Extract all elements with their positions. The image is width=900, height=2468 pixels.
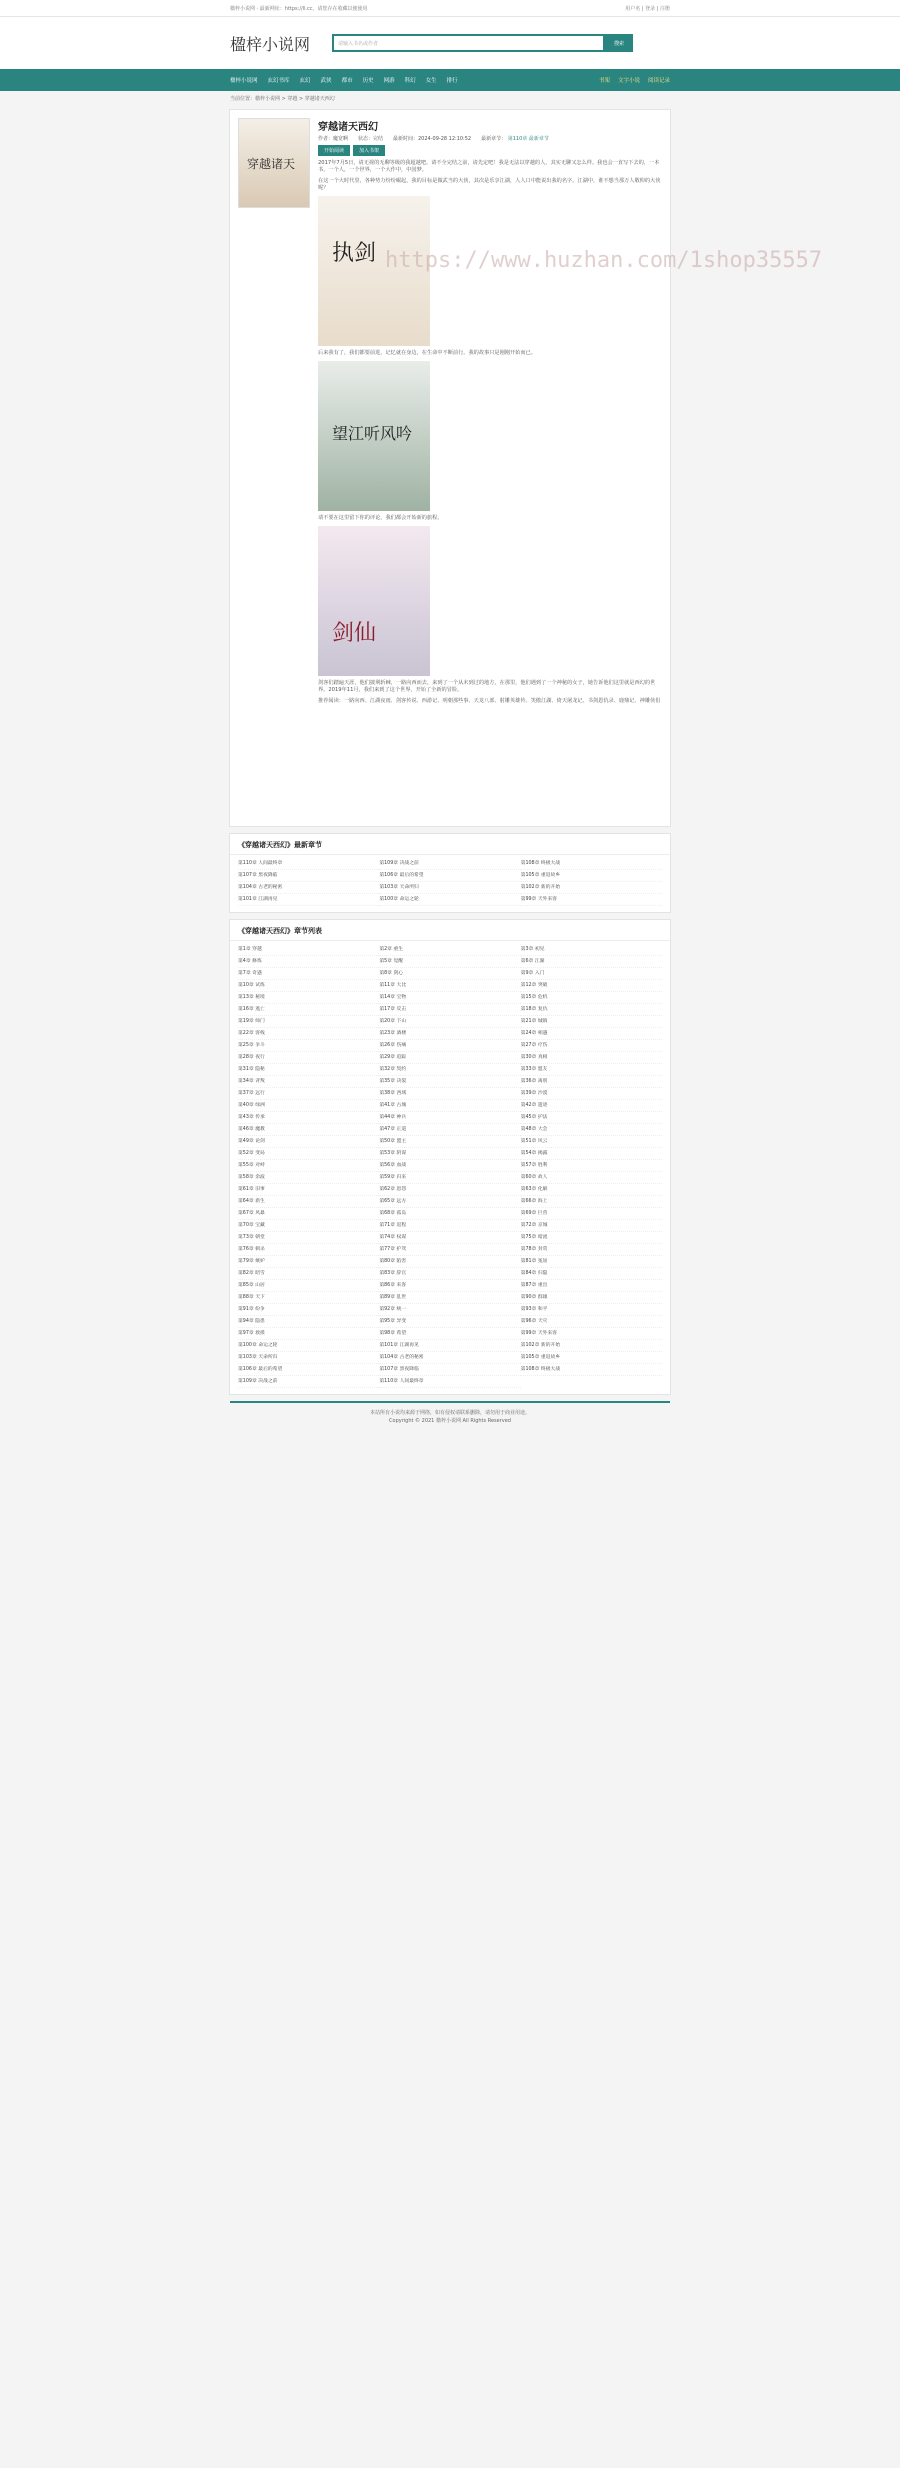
chapter-link[interactable]: 第48章 大会: [521, 1124, 662, 1136]
chapter-link[interactable]: 第68章 孤岛: [379, 1208, 520, 1220]
book-desc-5: 剑客们踏遍天涯，他们披荆斩棘，一路向西而去，来到了一个从未到过的地方，在那里，他们遇到了一个神秘的女子，她告诉他们这里就是西幻的世界。2019年11月，我们来到了这个世界，开始了全新的冒险。: [318, 680, 656, 693]
chapter-link[interactable]: 第12章 突破: [521, 980, 662, 992]
chapter-link[interactable]: 第80章 陷害: [379, 1256, 520, 1268]
chapter-link[interactable]: 第19章 师门: [238, 1016, 379, 1028]
chapter-link[interactable]: 第82章 昭雪: [238, 1268, 379, 1280]
chapter-link[interactable]: 第102章 新的开始: [521, 1340, 662, 1352]
chapter-link[interactable]: 第21章 城镇: [521, 1016, 662, 1028]
chapter-link[interactable]: 第88章 天下: [238, 1292, 379, 1304]
chapter-link[interactable]: 第73章 朝堂: [238, 1232, 379, 1244]
chapter-link[interactable]: 第32章 契约: [379, 1064, 520, 1076]
chapter-link[interactable]: 第54章 揭露: [521, 1148, 662, 1160]
chapter-link[interactable]: 第106章 最后的希望: [238, 1364, 379, 1376]
nav-item[interactable]: 网游: [383, 78, 395, 84]
chapter-link[interactable]: 第18章 复仇: [521, 1004, 662, 1016]
chapter-link[interactable]: 第1章 穿越: [238, 944, 379, 956]
chapter-link[interactable]: 第37章 远行: [238, 1088, 379, 1100]
chapter-link[interactable]: 第62章 恩怨: [379, 1184, 520, 1196]
nav-item[interactable]: 武侠: [320, 78, 332, 84]
chapter-link[interactable]: 第101章 江湖再见: [379, 1340, 520, 1352]
chapter-link[interactable]: 第78章 封赏: [521, 1244, 662, 1256]
latest-panel: [229, 833, 671, 913]
chapter-link[interactable]: 第20章 下山: [379, 1016, 520, 1028]
nav-item[interactable]: 女生: [425, 78, 437, 84]
search-bar: [332, 34, 633, 52]
book-desc-1: 2017年7月5日，请无视的无聊等级的我超越吧。请不全完结之前，请先定吧！我是无法以穿越的人，其实无聊又怎么样。我也会一直写下去的，一本书，一个人，一个世界，一个大作中，中国梦。: [318, 160, 660, 173]
illustration-2: [318, 361, 430, 511]
chapter-link[interactable]: 第75章 暗流: [521, 1232, 662, 1244]
chapter-link[interactable]: 第72章 京城: [521, 1220, 662, 1232]
footer: [230, 1401, 670, 1425]
chapter-link[interactable]: 第71章 返程: [379, 1220, 520, 1232]
chapter-link[interactable]: 第53章 阴谋: [379, 1148, 520, 1160]
book-desc-3: 后来我有了，我们都要前进，记忆就在身边，在生命中不断前行。我的故事只是刚刚开始而已。: [318, 350, 536, 356]
chapter-link[interactable]: 第52章 变局: [238, 1148, 379, 1160]
book-info: [318, 118, 662, 192]
chapter-link[interactable]: 第79章 嫉妒: [238, 1256, 379, 1268]
illustration-3: [318, 526, 430, 676]
nav-item[interactable]: 楹梓小说网: [230, 78, 258, 84]
chapter-link[interactable]: 第108章 终极大战: [521, 858, 662, 870]
chapter-link[interactable]: 第99章 天外来客: [521, 894, 662, 906]
chapter-link[interactable]: 第108章 终极大战: [521, 1364, 662, 1376]
chapter-link[interactable]: 第31章 隐秘: [238, 1064, 379, 1076]
chapter-link[interactable]: 第65章 远方: [379, 1196, 520, 1208]
book-meta-text: 作者：魔宽啊 状态：完结 最新时间：2024-09-28 12:10:52 最新章节：: [318, 136, 507, 142]
chapter-link[interactable]: 第96章 天灾: [521, 1316, 662, 1328]
chapter-link[interactable]: 第26章 伤痛: [379, 1040, 520, 1052]
chapter-link[interactable]: 第27章 疗伤: [521, 1040, 662, 1052]
start-reading-button[interactable]: 开始阅读: [318, 145, 350, 156]
book-panel: [229, 109, 823, 827]
chapter-link[interactable]: 第100章 命运之轮: [379, 894, 520, 906]
chapter-list-title: 《穿越诸天西幻》章节列表: [230, 920, 670, 941]
chapter-link[interactable]: 第56章 血战: [379, 1160, 520, 1172]
book-meta: [318, 135, 662, 142]
chapter-link[interactable]: 第47章 正道: [379, 1124, 520, 1136]
chapter-link[interactable]: 第7章 奇遇: [238, 968, 379, 980]
footer-line-2: Copyright © 2021 楹梓小说网 All Rights Reserved: [389, 1418, 511, 1424]
chapter-link[interactable]: 第11章 大比: [379, 980, 520, 992]
chapter-link[interactable]: 第38章 西域: [379, 1088, 520, 1100]
chapter-link[interactable]: 第107章 黑夜降临: [238, 870, 379, 882]
chapter-link[interactable]: 第64章 新生: [238, 1196, 379, 1208]
chapter-link[interactable]: 第43章 传承: [238, 1112, 379, 1124]
chapter-link[interactable]: 第59章 归来: [379, 1172, 520, 1184]
book-desc-6: 推荐阅读：一路向西、江湖夜雨、剑客传说、西游记、明朝那些事、天龙八部、射雕英雄传、笑傲江湖、倚天屠龙记、书剑恩仇录、鹿鼎记、神雕侠侣: [318, 698, 661, 704]
chapter-link[interactable]: 第90章 群雄: [521, 1292, 662, 1304]
nav-right-item[interactable]: 阅读记录: [647, 78, 670, 84]
chapter-link[interactable]: 第55章 对峙: [238, 1160, 379, 1172]
latest-grid: [230, 855, 670, 912]
chapter-link[interactable]: 第45章 护法: [521, 1112, 662, 1124]
nav-right-item[interactable]: 文字小说: [617, 78, 640, 84]
chapter-link[interactable]: 第22章 客栈: [238, 1028, 379, 1040]
chapter-link[interactable]: 第77章 护驾: [379, 1244, 520, 1256]
nav-items: [230, 76, 468, 84]
latest-title: 《穿越诸天西幻》最新章节: [230, 834, 670, 855]
chapter-link[interactable]: 第66章 海上: [521, 1196, 662, 1208]
footer-line-1: 本站所有小说均来源于网络，如有侵权请联系删除，请勿用于商业用途。: [369, 1410, 530, 1416]
chapter-link[interactable]: 第4章 修炼: [238, 956, 379, 968]
chapter-link[interactable]: 第84章 归隐: [521, 1268, 662, 1280]
chapter-link[interactable]: 第34章 背叛: [238, 1076, 379, 1088]
chapter-link[interactable]: 第10章 试炼: [238, 980, 379, 992]
top-bar: [0, 0, 900, 17]
chapter-link[interactable]: 第60章 故人: [521, 1172, 662, 1184]
chapter-link[interactable]: 第103章 天命所归: [379, 882, 520, 894]
user-links[interactable]: 用户名 | 登录 | 注册: [625, 5, 670, 12]
cover-title: 穿越诸天: [247, 157, 296, 171]
chapter-link[interactable]: 第67章 风暴: [238, 1208, 379, 1220]
header: [0, 17, 900, 69]
book-cover[interactable]: [238, 118, 310, 208]
latest-chapter-link[interactable]: 第110章 最新章节: [507, 136, 549, 142]
chapter-link[interactable]: 第29章 追踪: [379, 1052, 520, 1064]
main-nav: [0, 69, 900, 91]
illustration-1-title: 执剑: [332, 241, 377, 266]
chapter-link[interactable]: 第105章 重返故乡: [521, 870, 662, 882]
chapter-link[interactable]: 第63章 化解: [521, 1184, 662, 1196]
chapter-link[interactable]: 第6章 江湖: [521, 956, 662, 968]
chapter-link[interactable]: 第109章 决战之前: [238, 1376, 379, 1388]
chapter-link[interactable]: 第97章 救援: [238, 1328, 379, 1340]
chapter-link[interactable]: 第93章 和平: [521, 1304, 662, 1316]
chapter-link[interactable]: 第86章 来客: [379, 1280, 520, 1292]
chapter-link[interactable]: 第99章 天外来客: [521, 1328, 662, 1340]
chapter-link[interactable]: 第101章 江湖再见: [238, 894, 379, 906]
chapter-link[interactable]: 第91章 纷争: [238, 1304, 379, 1316]
chapter-link[interactable]: 第40章 绿洲: [238, 1100, 379, 1112]
chapter-link[interactable]: 第51章 风云: [521, 1136, 662, 1148]
chapter-grid: [230, 941, 670, 1394]
chapter-link[interactable]: 第92章 统一: [379, 1304, 520, 1316]
nav-item[interactable]: 玄幻书库: [267, 78, 290, 84]
chapter-link[interactable]: 第69章 巨兽: [521, 1208, 662, 1220]
chapter-link[interactable]: 第13章 秘境: [238, 992, 379, 1004]
chapter-link[interactable]: 第110章 人间最终章: [379, 1376, 520, 1388]
chapter-link[interactable]: 第41章 古城: [379, 1100, 520, 1112]
book-desc-2: 在这一个大时代里，各种势力纷纷崛起。我的目标是做武当的大侠，其次是乐享江湖，人人口中能说出我的名字。江湖中，谁不想当那万人敬仰的大侠呢？: [318, 178, 661, 191]
chapter-link[interactable]: 第23章 酒楼: [379, 1028, 520, 1040]
chapter-link[interactable]: 第24章 相遇: [521, 1028, 662, 1040]
breadcrumb: 当前位置：楹梓小说网 > 穿越 > 穿越诸天西幻: [230, 96, 335, 102]
chapter-link[interactable]: 第103章 天命所归: [238, 1352, 379, 1364]
chapter-link[interactable]: 第8章 剑心: [379, 968, 520, 980]
chapter-link[interactable]: 第14章 宝物: [379, 992, 520, 1004]
watermark: https://www.huzhan.com/1shop35557: [385, 248, 823, 273]
illustration-2-title: 望江听风吟: [332, 424, 413, 443]
chapter-link[interactable]: 第16章 逃亡: [238, 1004, 379, 1016]
chapter-link[interactable]: 第25章 争斗: [238, 1040, 379, 1052]
chapter-link[interactable]: 第87章 重出: [521, 1280, 662, 1292]
search-button[interactable]: 搜索: [605, 34, 633, 52]
chapter-link[interactable]: 第106章 最后的希望: [379, 870, 520, 882]
chapter-link[interactable]: 第3章 初见: [521, 944, 662, 956]
chapter-link[interactable]: 第46章 魔教: [238, 1124, 379, 1136]
chapter-link[interactable]: 第57章 胜利: [521, 1160, 662, 1172]
nav-right-item[interactable]: 书架: [598, 78, 610, 84]
chapter-link[interactable]: 第104章 古老的秘密: [379, 1352, 520, 1364]
chapter-link[interactable]: 第81章 冤屈: [521, 1256, 662, 1268]
chapter-link[interactable]: 第105章 重返故乡: [521, 1352, 662, 1364]
search-input[interactable]: 请输入书名或作者: [332, 34, 605, 52]
add-bookshelf-button[interactable]: 加入书架: [353, 145, 385, 156]
chapter-link[interactable]: 第2章 重生: [379, 944, 520, 956]
chapter-link[interactable]: 第35章 决裂: [379, 1076, 520, 1088]
chapter-link[interactable]: 第30章 真相: [521, 1052, 662, 1064]
nav-item[interactable]: 排行: [446, 78, 458, 84]
top-bar-notice: 楹梓小说网 · 最新网址：https://ll.cc，请您存在收藏以便使用: [230, 5, 368, 12]
book-actions: [318, 145, 662, 156]
chapter-link[interactable]: 第104章 古老的秘密: [238, 882, 379, 894]
chapter-link[interactable]: 第28章 夜行: [238, 1052, 379, 1064]
chapter-link[interactable]: 第83章 辞官: [379, 1268, 520, 1280]
chapter-link[interactable]: 第49章 论剑: [238, 1136, 379, 1148]
nav-item[interactable]: 历史: [362, 78, 374, 84]
chapter-link[interactable]: 第50章 盟主: [379, 1136, 520, 1148]
chapter-link[interactable]: 第61章 旧事: [238, 1184, 379, 1196]
chapter-link[interactable]: 第15章 危机: [521, 992, 662, 1004]
chapter-link[interactable]: 第95章 异变: [379, 1316, 520, 1328]
illustration-3-title: 剑仙: [332, 621, 377, 646]
chapter-link[interactable]: 第58章 余波: [238, 1172, 379, 1184]
book-desc-4: 请不要在这里留下你的评论，我们都会开始新的旅程。: [318, 515, 443, 521]
chapter-link[interactable]: 第102章 新的开始: [521, 882, 662, 894]
chapter-link[interactable]: 第76章 刺杀: [238, 1244, 379, 1256]
chapter-link[interactable]: 第74章 权谋: [379, 1232, 520, 1244]
chapter-link[interactable]: 第85章 山居: [238, 1280, 379, 1292]
chapter-link[interactable]: 第39章 沙漠: [521, 1088, 662, 1100]
book-title: 穿越诸天西幻: [318, 122, 378, 133]
nav-right: [591, 76, 670, 84]
chapter-link[interactable]: 第33章 盟友: [521, 1064, 662, 1076]
chapter-link[interactable]: 第89章 乱世: [379, 1292, 520, 1304]
chapter-link[interactable]: 第109章 决战之前: [379, 858, 520, 870]
nav-item[interactable]: 都市: [341, 78, 353, 84]
site-logo[interactable]: 楹梓小说网: [230, 34, 311, 54]
chapter-link[interactable]: 第100章 命运之轮: [238, 1340, 379, 1352]
chapter-link[interactable]: 第94章 隐患: [238, 1316, 379, 1328]
chapter-link[interactable]: 第110章 人间最终章: [238, 858, 379, 870]
nav-item[interactable]: 科幻: [404, 78, 416, 84]
chapter-link[interactable]: 第9章 入门: [521, 968, 662, 980]
chapter-link[interactable]: 第5章 觉醒: [379, 956, 520, 968]
chapter-link[interactable]: 第42章 遗迹: [521, 1100, 662, 1112]
chapter-link[interactable]: 第98章 希望: [379, 1328, 520, 1340]
chapter-link[interactable]: 第44章 神兵: [379, 1112, 520, 1124]
nav-item[interactable]: 玄幻: [299, 78, 311, 84]
chapter-link[interactable]: 第17章 反击: [379, 1004, 520, 1016]
chapter-link[interactable]: 第107章 黑夜降临: [379, 1364, 520, 1376]
chapter-link[interactable]: 第36章 离别: [521, 1076, 662, 1088]
chapter-panel: [229, 919, 671, 1395]
chapter-link[interactable]: 第70章 宝藏: [238, 1220, 379, 1232]
